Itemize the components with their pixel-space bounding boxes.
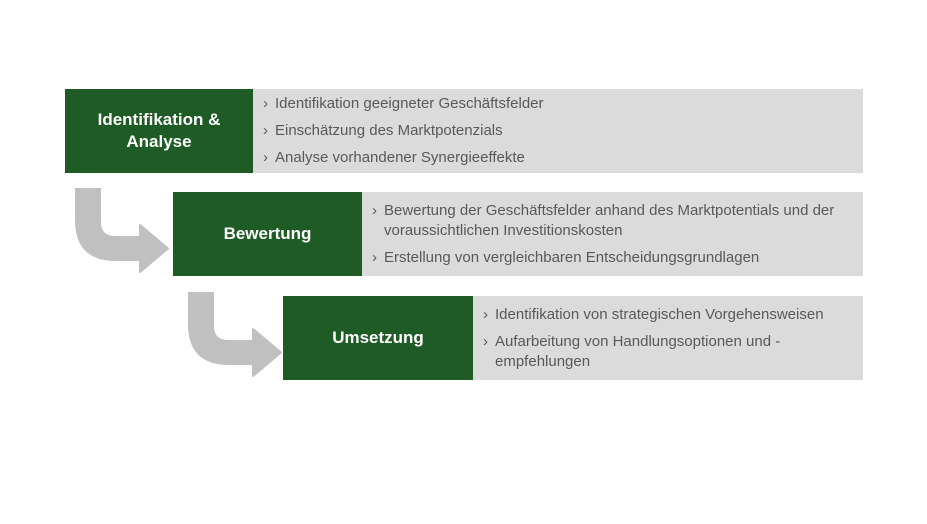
step-label: Identifikation & Analyse xyxy=(97,110,221,151)
bullet-chevron-icon: › xyxy=(372,248,377,266)
bullet-text: Einschätzung des Marktpotenzials xyxy=(275,122,503,139)
bullet-chevron-icon: › xyxy=(483,332,488,350)
bullet-chevron-icon: › xyxy=(483,305,488,323)
bullet-item xyxy=(483,305,851,325)
step-box-identifikation-analyse xyxy=(65,89,253,173)
bullet-chevron-icon: › xyxy=(263,149,268,166)
step-label: Umsetzung xyxy=(332,328,424,347)
step-details-identifikation-analyse xyxy=(253,89,863,173)
step-details-umsetzung xyxy=(473,296,863,380)
bullet-text: Identifikation geeigneter Geschäftsfelder xyxy=(275,95,544,112)
bent-arrow-icon xyxy=(188,292,282,384)
bullet-chevron-icon: › xyxy=(263,95,268,112)
bullet-text: Analyse vorhandener Synergieeffekte xyxy=(275,149,525,166)
step-box-bewertung xyxy=(173,192,362,276)
bullet-text: Erstellung von vergleichbaren Entscheidungsgrundlagen xyxy=(384,248,760,266)
step-box-umsetzung xyxy=(283,296,473,380)
step-details-bewertung xyxy=(362,192,863,276)
step-label: Bewertung xyxy=(223,224,312,243)
bullet-item xyxy=(263,148,851,168)
bullet-chevron-icon: › xyxy=(263,122,268,139)
bullet-item xyxy=(372,248,851,268)
bullet-item xyxy=(263,121,851,141)
bullet-chevron-icon: › xyxy=(372,201,377,219)
bent-arrow-icon xyxy=(75,188,169,280)
bullet-text: Identifikation von strategischen Vorgehensweisen xyxy=(495,305,824,323)
bullet-item xyxy=(372,201,851,241)
bullet-item xyxy=(483,332,851,372)
bullet-item xyxy=(263,94,851,114)
bullet-text: Bewertung der Geschäftsfelder anhand des Marktpotentials und der voraussichtlichen Investitionskosten xyxy=(384,201,835,239)
bullet-text: Aufarbeitung von Handlungsoptionen und -empfehlungen xyxy=(495,332,781,370)
